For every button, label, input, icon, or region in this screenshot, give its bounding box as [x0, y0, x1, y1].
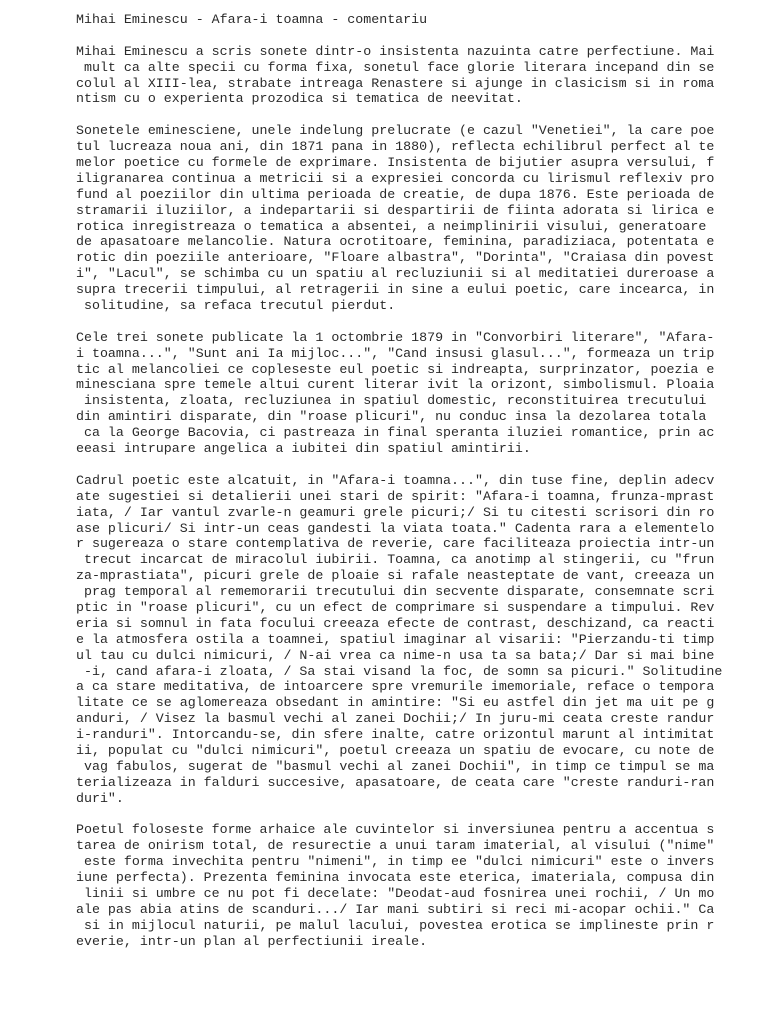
paragraph	[76, 472, 723, 807]
paragraph-line: litate ce se aglomereaza obsedant in amintire: "Si eu astfel din jet ma uit pe g	[76, 695, 715, 711]
paragraph-line: din amintiri disparate, din "roase plicuri", nu conduc insa la dezolarea totala	[76, 409, 707, 425]
paragraph-line: eria si somnul in fata focului creeaza efecte de contrast, deschizand, ca reacti	[76, 615, 715, 631]
paragraph-line: r sugereaza o stare contemplativa de reverie, care faciliteaza proiectia intr-un	[76, 536, 715, 552]
paragraph-line: ul tau cu dulci nimicuri, / N-ai vrea ca nime-n usa ta sa bata;/ Dar si mai bine	[76, 647, 715, 663]
document-page	[76, 12, 723, 965]
paragraph-line: melor poetice cu formele de exprimare. Insistenta de bijutier asupra versului, f	[76, 155, 715, 171]
paragraph-line: ntism cu o experienta prozodica si tematica de neevitat.	[76, 91, 523, 107]
paragraph	[76, 329, 715, 457]
paragraph-line: i", "Lacul", se schimba cu un spatiu al recluziunii si al meditatiei dureroase a	[76, 266, 715, 282]
paragraph-line: insistenta, zloata, recluziunea in spatiul domestic, reconstituirea trecutului	[76, 393, 707, 409]
paragraph-line: -i, cand afara-i zloata, / Sa stai visand la foc, de somn sa picuri." Solitudine	[76, 663, 723, 679]
document-body	[76, 43, 723, 950]
paragraph-line: Mihai Eminescu a scris sonete dintr-o insistenta nazuinta catre perfectiune. Mai	[76, 43, 715, 59]
paragraph-line: si in mijlocul naturii, pe malul lacului, povestea erotica se implineste prin r	[76, 917, 715, 933]
paragraph-line: colul al XIII-lea, strabate intreaga Renastere si ajunge in clasicism si in roma	[76, 75, 715, 91]
paragraph-line: vag fabulos, sugerat de "basmul vechi al zanei Dochii", in timp ce timpul se ma	[76, 758, 715, 774]
paragraph-line: ii, populat cu "dulci nimicuri", poetul creeaza un spatiu de evocare, cu note de	[76, 742, 715, 758]
paragraph-line: e la atmosfera ostila a toamnei, spatiul imaginar al visarii: "Pierzandu-ti timp	[76, 631, 715, 647]
paragraph-line: Cadrul poetic este alcatuit, in "Afara-i toamna...", din tuse fine, deplin adecv	[76, 472, 715, 488]
paragraph	[76, 822, 715, 949]
paragraph-line: duri".	[76, 790, 124, 806]
paragraph-line: Poetul foloseste forme arhaice ale cuvintelor si inversiunea pentru a accentua s	[76, 822, 715, 838]
paragraph-line: ca la George Bacovia, ci pastreaza in final speranta iluziei romantice, prin ac	[76, 425, 715, 441]
paragraph-line: iune perfecta). Prezenta feminina invocata este eterica, imateriala, compusa din	[76, 870, 715, 886]
paragraph-line: minesciana spre temele altui curent literar ivit la orizont, simbolismul. Ploaia	[76, 377, 715, 393]
paragraph-line: tul lucreaza noua ani, din 1871 pana in 1880), reflecta echilibrul perfect al te	[76, 139, 715, 155]
paragraph-line: stramarii iluziilor, a indepartarii si despartirii de fiinta adorata si lirica e	[76, 202, 715, 218]
paragraph-line: iligranarea continua a metricii si a expresiei concorda cu lirismul reflexiv pro	[76, 170, 715, 186]
paragraph	[76, 43, 715, 108]
paragraph-line: i-randuri". Intorcandu-se, din sfere inalte, catre orizontul marunt al intimitat	[76, 727, 715, 743]
paragraph-line: za-mprastiata", picuri grele de ploaie si rafale neasteptate de vant, creeaza un	[76, 568, 715, 584]
paragraph-line: trecut incarcat de miracolul iubirii. Toamna, ca anotimp al stingerii, cu "frun	[76, 552, 715, 568]
paragraph-line: ale pas abia atins de scanduri.../ Iar mani subtiri si reci mi-acopar ochii." Ca	[76, 901, 715, 917]
paragraph-line: este forma invechita pentru "nimeni", in timp ee "dulci nimicuri" este o invers	[76, 854, 715, 870]
paragraph-line: de apasatoare melancolie. Natura ocrotitoare, feminina, paradiziaca, potentata e	[76, 234, 715, 250]
paragraph-line: tic al melancoliei ce copleseste eul poetic si indreapta, surprinzator, poezia e	[76, 361, 715, 377]
paragraph-line: supra trecerii timpului, al retragerii in sine a eului poetic, care incearca, in	[76, 282, 715, 298]
paragraph-line: tarea de onirism total, de resurectie a unui taram imaterial, al visului ("nime"	[76, 838, 715, 854]
paragraph-line: iata, / Iar vantul zvarle-n geamuri grele picuri;/ Si tu citesti scrisori din ro	[76, 504, 715, 520]
paragraph-line: mult ca alte specii cu forma fixa, sonetul face glorie literara incepand din se	[76, 59, 715, 75]
paragraph-line: linii si umbre ce nu pot fi decelate: "Deodat-aud fosnirea unei rochii, / Un mo	[76, 885, 715, 901]
paragraph-line: solitudine, sa refaca trecutul pierdut.	[76, 298, 396, 314]
paragraph-line: rotic din poeziile anterioare, "Floare albastra", "Dorinta", "Craiasa din povest	[76, 250, 715, 266]
paragraph-line: terializeaza in falduri succesive, apasatoare, de ceata care "creste randuri-ran	[76, 774, 715, 790]
paragraph-line: i toamna...", "Sunt ani Ia mijloc...", "Cand insusi glasul...", formeaza un trip	[76, 345, 715, 361]
paragraph-line: eeasi intrupare angelica a iubitei din spatiul amintirii.	[76, 441, 531, 457]
paragraph-line: ase plicuri/ Si intr-un ceas gandesti la viata toata." Cadenta rara a elementelo	[76, 520, 715, 536]
paragraph-line: Cele trei sonete publicate la 1 octombrie 1879 in "Convorbiri literare", "Afara-	[76, 329, 715, 345]
paragraph-line: ate sugestiei si detalierii unei stari de spirit: "Afara-i toamna, frunza-mprast	[76, 488, 715, 504]
paragraph-line: anduri, / Visez la basmul vechi al zanei Dochii;/ In juru-mi ceata creste randur	[76, 711, 715, 727]
paragraph-line: Sonetele eminesciene, unele indelung prelucrate (e cazul "Venetiei", la care poe	[76, 123, 715, 139]
document-title	[76, 12, 696, 28]
paragraph-line: fund al poeziilor din ultima perioada de creatie, de dupa 1876. Este perioada de	[76, 186, 715, 202]
paragraph-line: prag temporal al rememorarii trecutului din secvente disparate, consemnate scri	[76, 584, 715, 600]
title-line: Mihai Eminescu - Afara-i toamna - comentariu	[76, 12, 428, 27]
paragraph-line: rotica inregistreaza o tematica a absentei, a neimplinirii visului, generatoare	[76, 218, 715, 234]
paragraph	[76, 123, 715, 314]
paragraph-line: ptic in "roase plicuri", cu un efect de comprimare si suspendare a timpului. Rev	[76, 599, 715, 615]
paragraph-line: everie, intr-un plan al perfectiunii ireale.	[76, 933, 428, 949]
paragraph-line: a ca stare meditativa, de intoarcere spre vremurile imemoriale, reface o tempora	[76, 679, 715, 695]
